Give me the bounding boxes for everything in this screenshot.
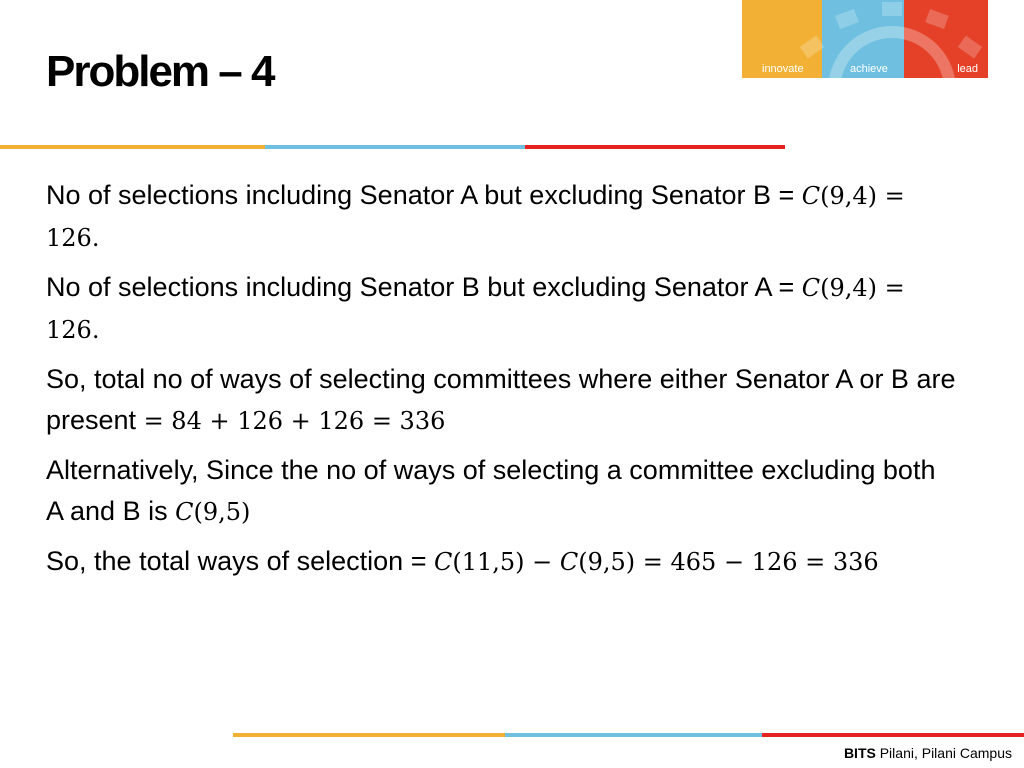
paragraph-2-text: No of selections including Senator B but excluding Senator A = — [46, 272, 802, 302]
footer-brand: BITS — [843, 745, 876, 761]
math-expression: (11,5) − — [452, 548, 560, 576]
slide-title: Problem – 4 — [46, 47, 274, 96]
math-variable: C — [433, 548, 453, 576]
math-expression: (9,5) = 465 − 126 = 336 — [578, 548, 879, 576]
math-expression: (9,4) = 126 — [46, 274, 905, 344]
logo-segment-innovate — [742, 0, 822, 78]
paragraph-1 — [46, 175, 956, 259]
paragraph-4 — [46, 450, 956, 533]
math-variable: C — [559, 548, 579, 576]
bottom-divider-red — [762, 733, 1024, 737]
paragraph-5 — [46, 541, 956, 583]
bottom-divider — [233, 733, 1024, 737]
paragraph-2 — [46, 267, 956, 351]
paragraph-4-math — [175, 498, 250, 526]
paragraph-5-math — [434, 548, 879, 576]
bits-logo — [742, 0, 988, 78]
math-expression: (9,5) — [193, 498, 251, 526]
top-divider — [0, 145, 785, 149]
math-tail: . — [91, 224, 100, 252]
slide-body — [46, 175, 956, 591]
footer-campus-text: Pilani, Pilani Campus — [875, 745, 1012, 761]
logo-word-lead: lead — [957, 63, 978, 75]
paragraph-1-text: No of selections including Senator A but excluding Senator B = — [46, 180, 802, 210]
paragraph-3-text: So, total no of ways of selecting committees where either Senator A or B are present — [46, 364, 956, 435]
math-variable: C — [175, 498, 194, 526]
math-variable: C — [801, 274, 821, 302]
paragraph-4-text: Alternatively, Since the no of ways of selecting a committee excluding both A and B is — [46, 455, 936, 526]
math-variable: C — [801, 182, 821, 210]
paragraph-3 — [46, 359, 956, 442]
top-divider-blue — [265, 145, 525, 149]
top-divider-red — [525, 145, 785, 149]
math-expression: (9,4) = 126 — [46, 182, 905, 252]
top-divider-yellow — [0, 145, 265, 149]
logo-word-achieve: achieve — [850, 63, 888, 75]
bottom-divider-blue — [505, 733, 762, 737]
bottom-divider-yellow — [233, 733, 505, 737]
math-tail: . — [91, 316, 100, 344]
paragraph-3-math: = 84 + 126 + 126 = 336 — [143, 407, 446, 435]
logo-segment-achieve — [822, 0, 904, 78]
logo-segment-lead — [904, 0, 988, 78]
logo-word-innovate: innovate — [762, 63, 804, 75]
paragraph-5-text: So, the total ways of selection = — [46, 546, 434, 576]
footer-campus — [844, 745, 1012, 761]
